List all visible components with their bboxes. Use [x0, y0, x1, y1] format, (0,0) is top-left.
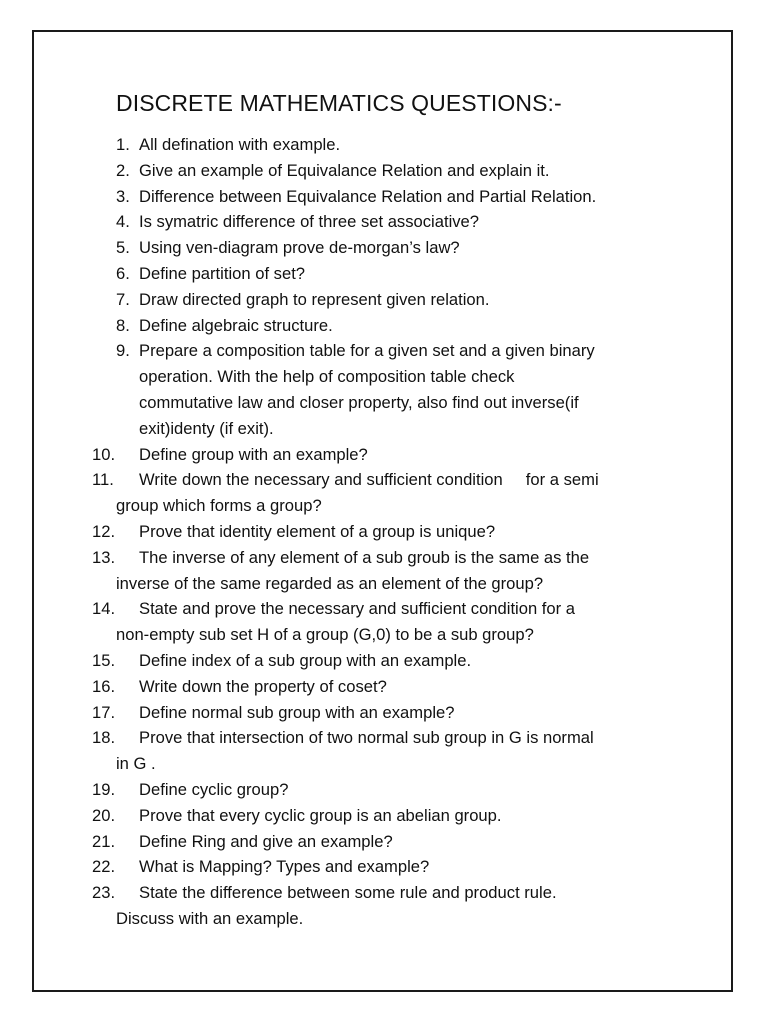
question-number: 3. — [116, 186, 130, 206]
question-item — [0, 209, 768, 235]
question-item — [0, 235, 768, 261]
question-text-line: Prove that every cyclic group is an abelian group. — [139, 805, 502, 825]
question-item — [0, 648, 768, 674]
question-number: 1. — [116, 135, 130, 154]
question-number: 18. — [92, 728, 116, 748]
question-item — [0, 674, 768, 700]
question-text-line: What is Mapping? Types and example? — [139, 857, 430, 877]
question-text-line: group which forms a group? — [116, 496, 322, 516]
question-text-line: Prepare a composition table for a given set and a given binary — [139, 341, 595, 361]
question-text-line: Define cyclic group? — [139, 779, 289, 799]
question-text-line: Give an example of Equivalance Relation and explain it. — [139, 160, 550, 180]
question-text-line: All defination with example. — [139, 135, 341, 154]
question-text-line: Define algebraic structure. — [139, 315, 333, 335]
question-text-line: Discuss with an example. — [116, 908, 304, 928]
question-number: 15. — [92, 650, 116, 670]
question-item — [0, 338, 768, 441]
question-item — [0, 725, 768, 777]
question-text-line: Define group with an example? — [139, 444, 368, 464]
question-item — [0, 777, 768, 803]
question-number: 19. — [92, 779, 116, 799]
question-number: 8. — [116, 315, 130, 335]
question-number: 16. — [92, 676, 116, 696]
question-item — [0, 261, 768, 287]
question-item — [0, 132, 768, 158]
question-list — [0, 132, 768, 932]
question-text-line: commutative law and closer property, also find out inverse(if — [139, 392, 579, 412]
question-text-line: inverse of the same regarded as an element of the group? — [116, 573, 544, 593]
question-number: 21. — [92, 831, 116, 851]
question-number: 11. — [92, 470, 114, 490]
question-item — [0, 829, 768, 855]
question-number: 23. — [92, 883, 116, 903]
question-number: 2. — [116, 160, 130, 180]
question-text-line: Difference between Equivalance Relation and Partial Relation. — [139, 186, 597, 206]
question-text-line: Define normal sub group with an example? — [139, 702, 455, 722]
question-item — [0, 700, 768, 726]
question-number: 14. — [92, 599, 116, 619]
question-item — [0, 519, 768, 545]
question-number: 7. — [116, 289, 130, 309]
question-number: 9. — [116, 341, 130, 361]
document-title: DISCRETE MATHEMATICS QUESTIONS:- — [116, 90, 562, 116]
question-text-line: Using ven-diagram prove de-morgan’s law? — [139, 238, 460, 258]
question-text-line: State and prove the necessary and sufficient condition for a — [139, 599, 576, 619]
question-item — [0, 467, 768, 519]
question-text-line: in G . — [116, 754, 156, 774]
question-item — [0, 803, 768, 829]
question-item — [0, 313, 768, 339]
question-text-line: The inverse of any element of a sub groub is the same as the — [139, 547, 590, 567]
question-number: 10. — [92, 444, 116, 464]
question-item — [0, 442, 768, 468]
question-item — [0, 854, 768, 880]
question-text-line: operation. With the help of composition table check — [139, 367, 515, 387]
question-text-line: exit)identy (if exit). — [139, 418, 274, 438]
question-item — [0, 545, 768, 597]
question-text-line: Write down the necessary and sufficient condition for a semi — [139, 470, 599, 490]
question-item — [0, 596, 768, 648]
question-item — [0, 184, 768, 210]
question-text-line: State the difference between some rule and product rule. — [139, 883, 557, 903]
question-text-line: Define Ring and give an example? — [139, 831, 393, 851]
question-text-line: Define index of a sub group with an example. — [139, 650, 472, 670]
question-number: 17. — [92, 702, 116, 722]
question-number: 12. — [92, 521, 116, 541]
question-item — [0, 880, 768, 932]
question-item — [0, 158, 768, 184]
question-number: 5. — [116, 238, 130, 258]
question-number: 13. — [92, 547, 116, 567]
question-number: 22. — [92, 857, 116, 877]
question-text-line: Write down the property of coset? — [139, 676, 387, 696]
question-text-line: Define partition of set? — [139, 263, 306, 283]
question-number: 4. — [116, 212, 130, 232]
question-item — [0, 287, 768, 313]
question-text-line: Prove that intersection of two normal sub group in G is normal — [139, 728, 594, 748]
question-number: 20. — [92, 805, 116, 825]
question-text-line: Prove that identity element of a group is unique? — [139, 521, 496, 541]
question-number: 6. — [116, 263, 130, 283]
question-text-line: Is symatric difference of three set associative? — [139, 212, 480, 232]
question-text-line: non-empty sub set H of a group (G,0) to be a sub group? — [116, 625, 534, 645]
question-text-line: Draw directed graph to represent given relation. — [139, 289, 490, 309]
